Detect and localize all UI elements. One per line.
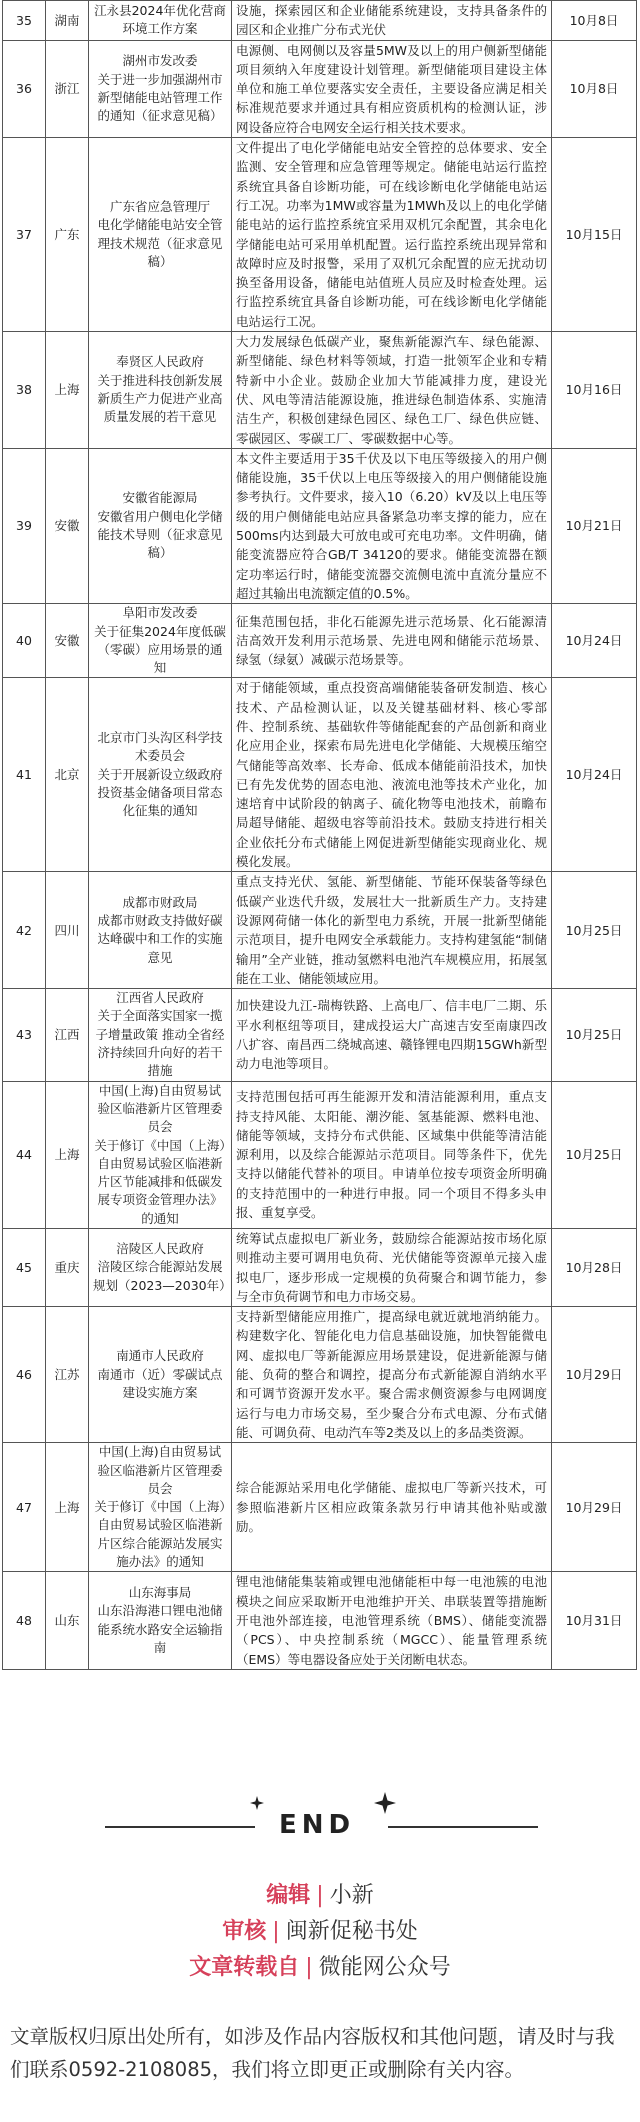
issuing-body: 广东省应急管理厅 <box>109 198 210 214</box>
table-row <box>3 332 637 449</box>
document-title: 关于开展新设立级政府投资基金储备项目常态化征集的通知 <box>97 766 223 819</box>
document-title: 电化学储能电站安全管理技术规范（征求意见稿） <box>97 217 223 269</box>
row-document <box>89 1307 232 1443</box>
row-number: 35 <box>3 1 46 41</box>
row-date: 10月24日 <box>552 604 637 678</box>
row-number: 47 <box>3 1443 46 1572</box>
end-label: END <box>278 1810 356 1840</box>
row-document <box>89 40 232 137</box>
document-title: 江永县2024年优化营商环境工作方案 <box>94 3 226 37</box>
table-row <box>3 1229 637 1307</box>
row-content: 支持范围包括可再生能源开发和清洁能源利用，重点支持支持风能、太阳能、潮汐能、氢基能源、燃料电池、储能等领域，支持分布式供能、区域集中供能等清洁能源利用，以及综合能源站示范项目。同等条件下，优先支持以储能代替补的项目。申请单位按专项资金所明确的支持范围中的一种进行申报。同一个项目不得多头申报、重复享受。 <box>232 1081 552 1228</box>
end-divider-right <box>388 1826 538 1828</box>
end-divider-left <box>105 1826 255 1828</box>
credit-line-editor <box>0 1878 640 1914</box>
credit-value: 小新 <box>329 1883 374 1908</box>
copyright-notice: 文章版权归原出处所有，如涉及作品内容版权和其他问题，请及时与我们联系0592-2108085，我们将立即更正或删除有关内容。 <box>10 2025 615 2081</box>
row-document <box>89 1572 232 1669</box>
table-row <box>3 448 637 603</box>
row-document <box>89 1081 232 1228</box>
credit-line-reviewer <box>0 1914 640 1950</box>
table-row <box>3 40 637 137</box>
row-date: 10月31日 <box>552 1572 637 1669</box>
document-title: 山东沿海港口锂电池储能系统水路安全运输指南 <box>97 1603 223 1655</box>
row-region: 四川 <box>46 872 89 989</box>
row-region: 广东 <box>46 138 89 332</box>
row-date: 10月8日 <box>552 40 637 137</box>
row-document <box>89 604 232 678</box>
issuing-body: 奉贤区人民政府 <box>116 354 204 370</box>
row-content: 加快建设九江-瑞梅铁路、上高电厂、信丰电厂二期、乐平水利枢纽等项目，建成投运大广高速吉安至南康四改八扩容、南昌西二绕城高速、赣锋锂电四期15GWh新型动力电池等项目。 <box>232 989 552 1081</box>
document-title: 关于修订《中国（上海）自由贸易试验区临港新片区节能减排和低碳发展专项资金管理办法》的通知 <box>94 1137 226 1226</box>
table-row <box>3 138 637 332</box>
row-date: 10月25日 <box>552 989 637 1081</box>
credits-block <box>0 1878 640 1986</box>
row-date: 10月29日 <box>552 1307 637 1443</box>
row-date: 10月24日 <box>552 678 637 872</box>
credit-separator: | <box>272 1919 280 1944</box>
issuing-body: 安徽省能源局 <box>122 490 198 506</box>
issuing-body: 中国(上海)自由贸易试验区临港新片区管理委员会 <box>97 1082 223 1135</box>
row-region: 北京 <box>46 678 89 872</box>
document-title: 成都市财政支持做好碳达峰碳中和工作的实施意见 <box>97 912 223 965</box>
row-number: 39 <box>3 448 46 603</box>
credit-label: 编辑 <box>266 1883 311 1908</box>
row-content: 征集范围包括，非化石能源先进示范场景、化石能源清洁高效开发利用示范场景、先进电网和储能示范场景、绿氢（绿氨）减碳示范场景等。 <box>232 604 552 678</box>
table-row <box>3 1081 637 1228</box>
row-number: 43 <box>3 989 46 1081</box>
row-content: 文件提出了电化学储能电站安全管控的总体要求、安全监测、安全管理和应急管理等规定。储能电站运行监控系统宜具备自诊断功能，可在线诊断电化学储能电站运行工况。功率为1MW或容量为1MWh及以上的电化学储能电站的运行监控系统宜采用双机冗余配置，其余电化学储能电站可采用单机配置。运行监控系统出现异常和故障时应及时报警，采用了双机冗余配置的应无扰动切换至备用设备，储能电站值班人员应及时检查处理。运行监控系统宜具备自诊断功能，可在线诊断电化学储能电站运行工况。 <box>232 138 552 332</box>
table-row <box>3 1572 637 1669</box>
issuing-body: 南通市人民政府 <box>116 1348 204 1364</box>
row-document <box>89 448 232 603</box>
credit-value: 闽新促秘书处 <box>285 1919 418 1944</box>
issuing-body: 涪陵区人民政府 <box>116 1241 204 1257</box>
issuing-body: 江西省人民政府 <box>116 990 204 1006</box>
document-title: 涪陵区综合能源站发展规划（2023—2030年） <box>93 1259 232 1293</box>
row-document <box>89 872 232 989</box>
document-title: 关于修订《中国（上海）自由贸易试验区临港新片区综合能源站发展实施办法》的通知 <box>94 1499 226 1570</box>
row-number: 45 <box>3 1229 46 1307</box>
issuing-body: 成都市财政局 <box>122 894 198 910</box>
document-title: 关于进一步加强湖州市新型储能电站管理工作的通知（征求意见稿） <box>97 71 223 124</box>
document-title: 南通市（近）零碳试点建设实施方案 <box>97 1366 223 1400</box>
row-document <box>89 138 232 332</box>
row-number: 41 <box>3 678 46 872</box>
row-date: 10月28日 <box>552 1229 637 1307</box>
row-document <box>89 1229 232 1307</box>
row-content: 大力发展绿色低碳产业，聚焦新能源汽车、绿色能源、新型储能、绿色材料等领域，打造一批领军企业和专精特新中小企业。鼓励企业加大节能减排力度，建设光伏、风电等清洁能源设施，推进绿色制造体系、实施清洁生产，积极创建绿色园区、绿色工厂、绿色供应链、零碳园区、零碳工厂、零碳数据中心等。 <box>232 332 552 449</box>
row-content: 本文件主要适用于35千伏及以下电压等级接入的用户侧储能设施，35千伏以上电压等级接入的用户侧储能设施参考执行。文件要求，接入10（6.20）kV及以上电压等级的用户侧储能电站应具备紧急功率支撑的能力，应在500ms内达到最大可放电或可充电功率。文件明确，储能变流器应符合GB/T 34120的要求。储能变流器在额定功率运行时，储能变流器交流侧电流中直流分量应不超过其输出电流额定值的0.5%。 <box>232 448 552 603</box>
document-title: 关于征集2024年度低碳（零碳）应用场景的通知 <box>94 623 226 676</box>
row-number: 46 <box>3 1307 46 1443</box>
row-content: 综合能源站采用电化学储能、虚拟电厂等新兴技术，可参照临港新片区相应政策条款另行申请其他补贴或激励。 <box>232 1443 552 1572</box>
row-region: 上海 <box>46 1081 89 1228</box>
row-document <box>89 989 232 1081</box>
row-content: 电源侧、电网侧以及容量5MW及以上的用户侧新型储能项目须纳入年度建设计划管理。新型储能项目建设主体单位和施工单位要落实安全责任，主要设备应满足相关标准规范要求并通过具有相应资质机构的检测认证，涉网设备应符合电网安全运行相关技术要求。 <box>232 40 552 137</box>
document-title: 关于全面落实国家一揽子增量政策 推动全省经济持续回升向好的若干措施 <box>95 1008 225 1079</box>
row-date: 10月8日 <box>552 1 637 41</box>
row-number: 37 <box>3 138 46 332</box>
row-region: 上海 <box>46 1443 89 1572</box>
row-content: 锂电池储能集装箱或锂电池储能柜中每一电池簇的电池模块之间应采取断开电池维护开关、串联装置等措施断开电池外部连接，电池管理系统（BMS）、储能变流器（PCS）、中央控制系统（MGCC）、能量管理系统（EMS）等电器设备应处于关闭断电状态。 <box>232 1572 552 1669</box>
table-row <box>3 989 637 1081</box>
credit-separator: | <box>305 1955 313 1980</box>
row-region: 江西 <box>46 989 89 1081</box>
row-date: 10月21日 <box>552 448 637 603</box>
issuing-body: 北京市门头沟区科学技术委员会 <box>97 730 223 764</box>
row-content: 支持新型储能应用推广，提高绿电就近就地消纳能力。构建数字化、智能化电力信息基础设施，加快智能微电网、虚拟电厂等新能源应用场景建设，促进新能源与储能、负荷的整合和调控，提高分布式新能源自消纳水平和可调节资源开发水平。聚合需求侧资源参与电网调度运行与电力市场交易，至少聚合分布式电源、分布式储能、可调负荷、电动汽车等2类及以上的多品类资源。 <box>232 1307 552 1443</box>
row-date: 10月15日 <box>552 138 637 332</box>
row-document <box>89 678 232 872</box>
credit-value: 微能网公众号 <box>318 1955 451 1980</box>
sparkle-icon <box>250 1796 264 1810</box>
row-date: 10月25日 <box>552 872 637 989</box>
row-date: 10月25日 <box>552 1081 637 1228</box>
issuing-body: 阜阳市发改委 <box>122 605 198 621</box>
table-row <box>3 1307 637 1443</box>
row-document <box>89 332 232 449</box>
row-region: 浙江 <box>46 40 89 137</box>
table-row <box>3 1 637 41</box>
issuing-body: 湖州市发改委 <box>122 53 198 69</box>
row-document <box>89 1 232 41</box>
row-content: 对于储能领域，重点投资高端储能装备研发制造、核心技术、产品检测认证，以及关键基础材料、核心零部件、控制系统、基础软件等储能配套的产品创新和商业化应用企业，探索布局先进电化学储能、大规模压缩空气储能等高效率、长寿命、低成本储能前沿技术，加快已有先发优势的固态电池、液流电池等技术产业化，加速培育中试阶段的钠离子、硫化物等电池技术，前瞻布局超导储能、超级电容等前沿技术。鼓励支持进行相关企业依托分布式储能上网促进新型储能实现商业化、规模化发展。 <box>232 678 552 872</box>
row-region: 上海 <box>46 332 89 449</box>
row-region: 江苏 <box>46 1307 89 1443</box>
row-number: 48 <box>3 1572 46 1669</box>
policy-table <box>2 0 637 1670</box>
row-date: 10月29日 <box>552 1443 637 1572</box>
row-number: 42 <box>3 872 46 989</box>
credit-label: 文章转载自 <box>189 1955 300 1980</box>
row-region: 安徽 <box>46 604 89 678</box>
row-content: 统筹试点虚拟电厂新业务，鼓励综合能源站按市场化原则推动主要可调用电负荷、光伏储能等资源单元接入虚拟电厂，逐步形成一定规模的负荷聚合和调节能力，参与全市负荷调节和电力市场交易。 <box>232 1229 552 1307</box>
row-region: 安徽 <box>46 448 89 603</box>
table-row <box>3 678 637 872</box>
row-content: 重点支持光伏、氢能、新型储能、节能环保装备等绿色低碳产业迭代升级，发展壮大一批新质生产力。支持建设源网荷储一体化的新型电力系统，开展一批新型储能示范项目，提升电网安全承载能力。支持构建氢能“制储输用”全产业链，推动氢燃料电池汽车规模应用，拓展氢能在工业、储能领域应用。 <box>232 872 552 989</box>
table-row <box>3 1443 637 1572</box>
row-number: 44 <box>3 1081 46 1228</box>
document-title: 安徽省用户侧电化学储能技术导则（征求意见稿） <box>97 508 223 561</box>
row-region: 湖南 <box>46 1 89 41</box>
credit-label: 审核 <box>222 1919 267 1944</box>
table-row <box>3 604 637 678</box>
document-title: 关于推进科技创新发展新质生产力促进产业高质量发展的若干意见 <box>97 372 223 425</box>
row-region: 山东 <box>46 1572 89 1669</box>
sparkle-icon <box>374 1792 396 1814</box>
row-date: 10月16日 <box>552 332 637 449</box>
row-number: 38 <box>3 332 46 449</box>
table-row <box>3 872 637 989</box>
issuing-body: 山东海事局 <box>128 1584 192 1600</box>
row-number: 36 <box>3 40 46 137</box>
issuing-body: 中国(上海)自由贸易试验区临港新片区管理委员会 <box>97 1444 223 1496</box>
end-banner <box>0 1790 640 1880</box>
row-document <box>89 1443 232 1572</box>
credit-line-source <box>0 1950 640 1986</box>
row-content: 设施，探索园区和企业储能系统建设，支持具备条件的园区和企业推广分布式光伏 <box>232 1 552 41</box>
row-number: 40 <box>3 604 46 678</box>
credit-separator: | <box>316 1883 324 1908</box>
row-region: 重庆 <box>46 1229 89 1307</box>
